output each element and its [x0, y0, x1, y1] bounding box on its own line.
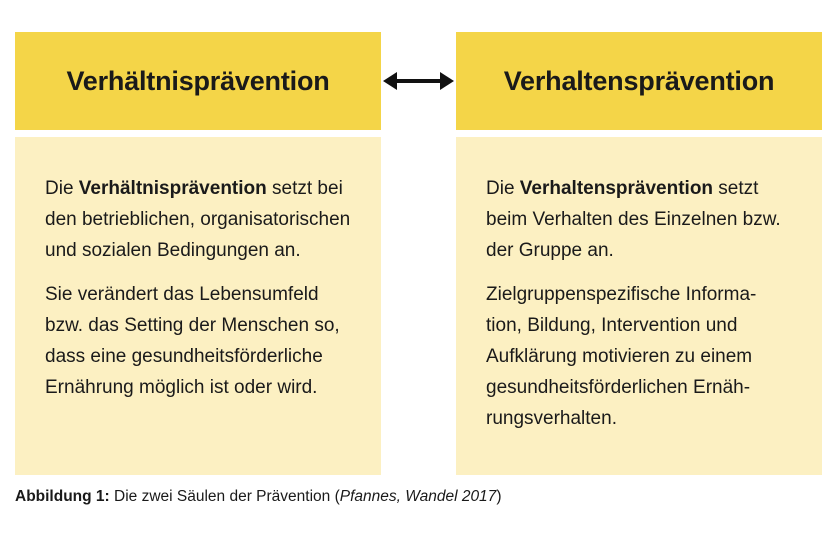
text-line: Sie verändert das Lebensumfeld	[45, 284, 319, 305]
pillar-title: Verhaltensprävention	[503, 65, 775, 96]
text-segment: Die	[45, 178, 79, 199]
pillar-header	[15, 32, 381, 130]
pillar-header	[456, 32, 822, 130]
paragraph-description	[486, 279, 802, 434]
paragraph-definition	[45, 173, 361, 266]
text-line: tion, Bildung, Intervention und	[486, 315, 738, 336]
caption-label: Abbildung 1:	[15, 488, 110, 505]
term-bold: Verhaltensprävention	[519, 178, 714, 199]
text-line: Aufklärung motivieren zu einem	[486, 346, 753, 367]
text-segment: Die	[486, 178, 520, 199]
pillar-body	[456, 137, 822, 475]
paragraph-definition	[486, 173, 802, 266]
double-headed-arrow-icon	[381, 66, 456, 96]
paragraph-description	[45, 279, 361, 403]
pillar-body	[15, 137, 381, 475]
text-line: gesundheitsförderlichen Ernäh-	[486, 377, 751, 398]
text-line: dass eine gesundheitsförderliche	[45, 346, 323, 367]
caption-citation: Pfannes, Wandel 2017	[339, 488, 497, 505]
text-line: beim Verhalten des Einzelnen bzw.	[486, 209, 781, 230]
text-line: rungsverhalten.	[486, 408, 617, 429]
text-line: Zielgruppenspezifische Informa-	[486, 284, 757, 305]
term-bold: Verhältnisprävention	[78, 178, 267, 199]
text-line: der Gruppe an.	[486, 240, 614, 261]
figure-caption	[15, 487, 501, 507]
pillar-title: Verhältnisprävention	[66, 65, 330, 96]
text-line: und sozialen Bedingungen an.	[45, 240, 301, 261]
caption-close: )	[496, 488, 502, 505]
text-line: Ernährung möglich ist oder wird.	[45, 377, 318, 398]
text-line: bzw. das Setting der Menschen so,	[45, 315, 340, 336]
text-segment: setzt bei	[266, 178, 343, 199]
text-segment: setzt	[713, 178, 759, 199]
caption-text: Die zwei Säulen der Prävention (	[109, 488, 340, 505]
text-line: den betrieblichen, organisatorischen	[45, 209, 351, 230]
